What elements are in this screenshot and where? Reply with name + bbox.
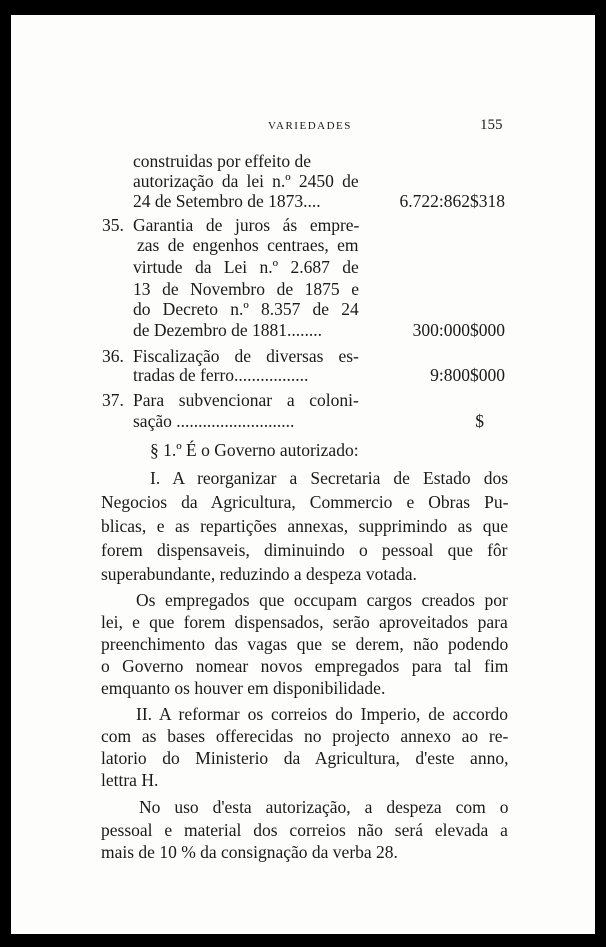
body-line: o Governo nomear novos empregados para tal fim — [101, 656, 509, 676]
item-number: 37. — [102, 390, 124, 410]
item-amount: 6.722:862$318 — [399, 191, 505, 211]
item-line: construidas por effeito de — [133, 151, 312, 171]
section-heading: § 1.º É o Governo autorizado: — [150, 440, 359, 460]
body-line: preenchimento das vagas que se derem, não podendo — [101, 634, 509, 654]
item-line: 13 de Novembro de 1875 e — [133, 279, 360, 299]
body-line: I. A reorganizar a Secretaria de Estado dos — [150, 468, 509, 488]
body-line: II. A reformar os correios do Imperio, de accordo — [136, 704, 509, 724]
item-number: 35. — [102, 215, 124, 235]
item-line: Para subvencionar a coloni- — [133, 390, 359, 410]
body-line: Os empregados que occupam cargos creados por — [136, 590, 508, 610]
running-header-title: VARIEDADES — [268, 120, 352, 132]
body-line: lei, e que forem dispensados, serão aproveitados para — [101, 612, 508, 632]
item-amount: 300:000$000 — [412, 320, 505, 340]
item-line: Fiscalização de diversas es- — [133, 346, 359, 366]
page-number: 155 — [480, 117, 503, 133]
item-line: zas de engenhos centraes, em — [137, 235, 359, 255]
body-line: lettra H. — [101, 770, 159, 790]
item-line: Garantia de juros ás empre- — [133, 215, 360, 235]
item-line: tradas de ferro................. — [133, 365, 309, 385]
body-line: mais de 10 % da consignação da verba 28. — [101, 842, 398, 862]
item-amount: 9:800$000 — [430, 365, 505, 385]
body-line: com as bases offerecidas no projecto annexo ao re- — [101, 726, 509, 746]
item-number: 36. — [102, 346, 124, 366]
body-line: pessoal e material dos correios não será elevada a — [101, 820, 508, 840]
item-line: virtude da Lei n.º 2.687 de — [133, 257, 359, 277]
item-line: autorização da lei n.º 2450 de — [133, 171, 359, 191]
body-line: blicas, e as repartições annexas, supprimindo as que — [101, 516, 508, 536]
body-line: latorio do Ministerio da Agricultura, d'este anno, — [101, 748, 509, 768]
item-line: 24 de Setembro de 1873.... — [133, 191, 321, 211]
item-line: de Dezembro de 1881........ — [133, 320, 323, 340]
body-line: emquanto os houver em disponibilidade. — [101, 678, 386, 698]
item-amount: $ — [475, 411, 484, 431]
item-line: sação ........................... — [133, 411, 295, 431]
item-line: do Decreto n.º 8.357 de 24 — [133, 299, 359, 319]
body-line: forem dispensaveis, diminuindo o pessoal que fôr — [101, 540, 508, 560]
body-line: superabundante, reduzindo a despeza votada. — [101, 564, 417, 584]
body-line: Negocios da Agricultura, Commercio e Obras Pu- — [101, 492, 509, 512]
body-line: No uso d'esta autorização, a despeza com o — [139, 797, 509, 817]
